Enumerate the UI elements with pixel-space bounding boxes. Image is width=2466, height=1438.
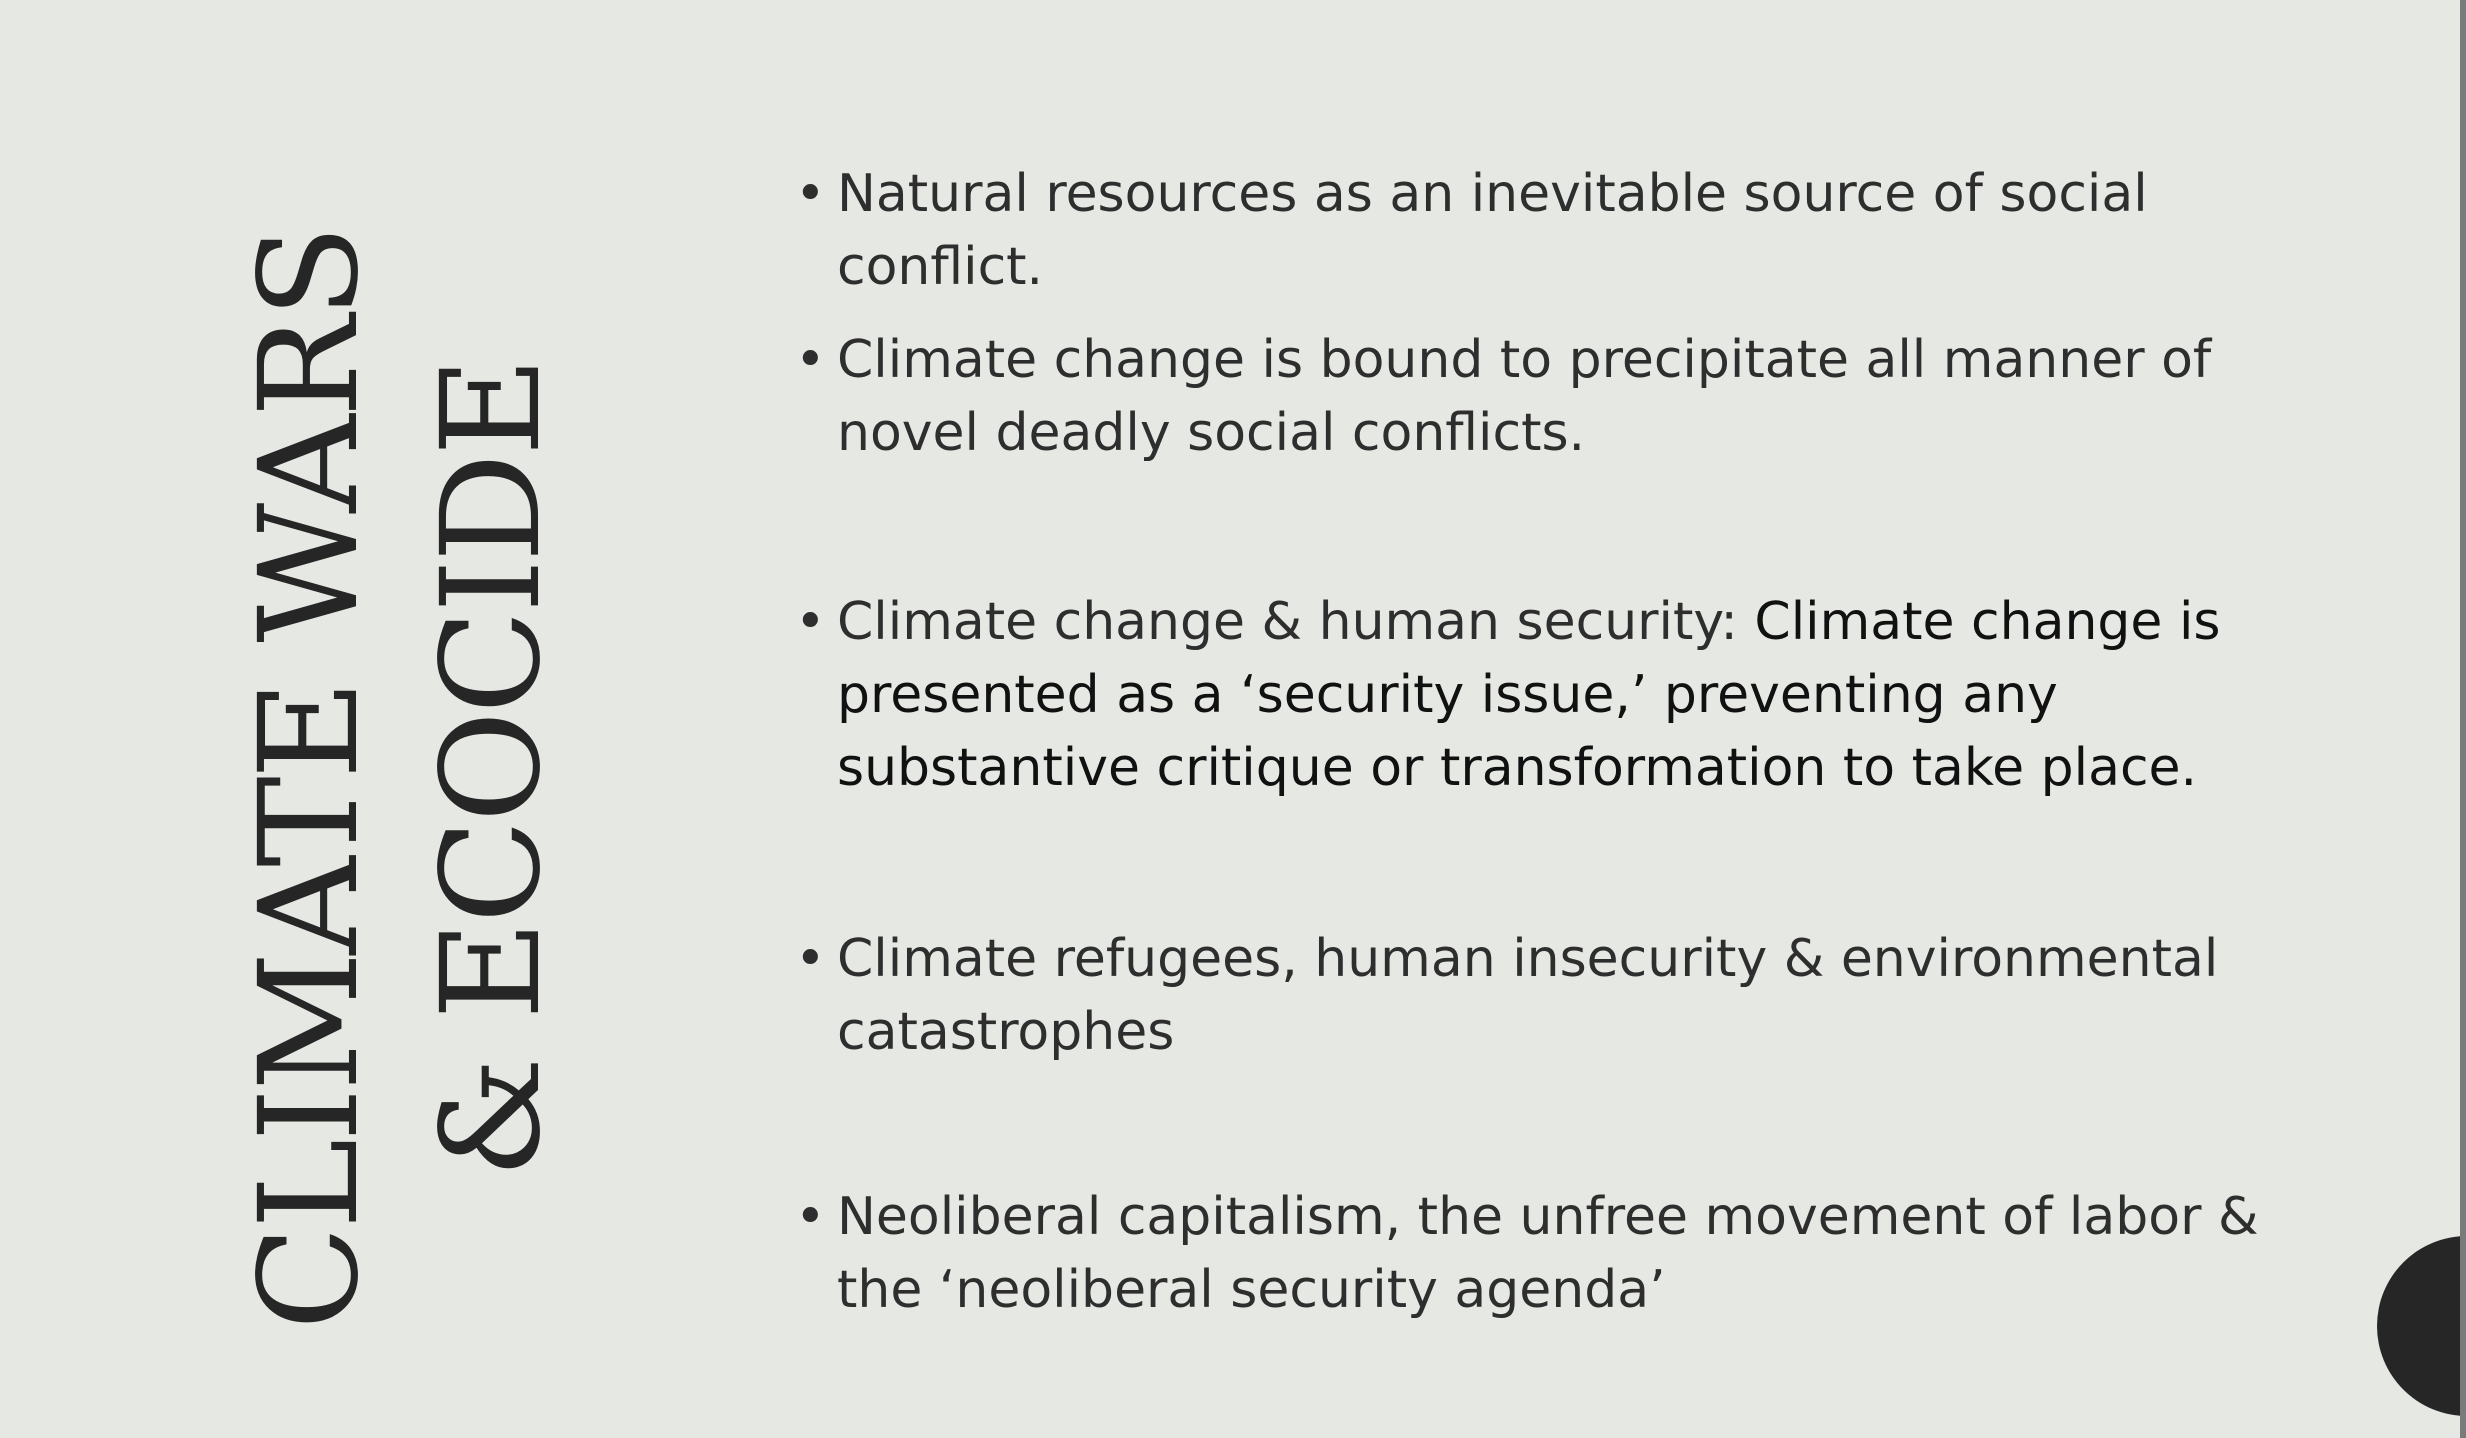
bullet-item	[795, 1181, 2285, 1327]
bullet-item	[795, 324, 2285, 470]
bullet-item	[795, 923, 2285, 1069]
slide-edge-divider	[2460, 0, 2466, 1438]
bullet-item	[795, 586, 2285, 805]
bullet-text	[837, 592, 2221, 798]
slide-title	[231, 130, 571, 1330]
bullet-emphasis-text: Climate change is presented as a ‘security issue,’ preventing any substantive critique or transformation to take place.	[837, 592, 2221, 798]
bullet-text: Climate refugees, human insecurity & environmental catastrophes	[837, 929, 2219, 1062]
decorative-circle	[2377, 1236, 2460, 1416]
bullet-text: Climate change is bound to precipitate all manner of novel deadly social conflicts.	[837, 330, 2212, 463]
title-line-2: & ECOCIDE	[413, 359, 571, 1178]
bullet-text: Natural resources as an inevitable source of social conflict.	[837, 164, 2148, 297]
bullet-marker: •	[795, 592, 826, 652]
bullet-item	[795, 158, 2285, 304]
bullet-marker: •	[795, 164, 826, 224]
bullet-marker: •	[795, 330, 826, 390]
title-line-1: CLIMATE WARS	[231, 227, 389, 1330]
bullet-marker: •	[795, 929, 826, 989]
bullet-lead-text: Climate change & human security:	[837, 592, 1755, 652]
bullet-marker: •	[795, 1187, 826, 1247]
bullet-text: Neoliberal capitalism, the unfree movement of labor & the ‘neoliberal security agenda’	[837, 1187, 2259, 1320]
